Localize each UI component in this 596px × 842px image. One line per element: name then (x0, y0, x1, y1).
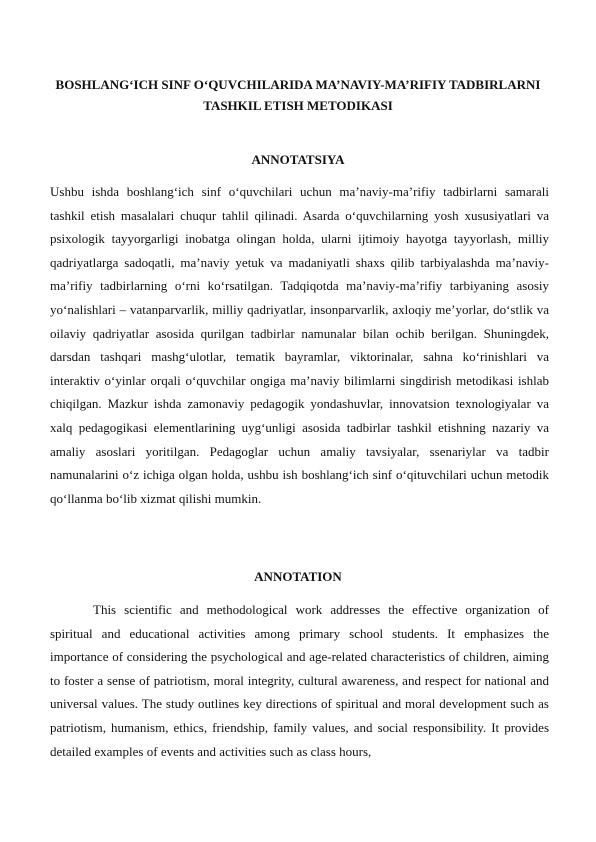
annotation-heading: ANNOTATION (254, 569, 342, 584)
document-title: BOSHLANG‘ICH SINF O‘QUVCHILARIDA MA’NAVIY-MA’RIFIY TADBIRLARNI TASHKIL ETISH METODIKASI (55, 77, 541, 113)
annotatsiya-heading: ANNOTATSIYA (251, 152, 345, 167)
annotation-paragraph: This scientific and methodological work addresses the effective organization of spiritual and educational activities among primary school students. It emphasizes the importance of considering the psychological and age-related characteristics of children, aiming to foster a sense of patriotism, moral integrity, cultural awareness, and respect for national and universal values. The study outlines key directions of spiritual and moral development such as patriotism, humanism, ethics, friendship, family values, and social responsibility. It provides detailed examples of events and activities such as class hours, (50, 602, 549, 759)
annotatsiya-paragraph: Ushbu ishda boshlang‘ich sinf o‘quvchilari uchun ma’naviy-ma’rifiy tadbirlarni samarali tashkil etish masalalari chuqur tahlil qilinadi. Asarda o‘quvchilarning yosh xususiyatlari va psixologik tayyorgarligi inobatga olingan holda, ularni ijtimoiy hayotga tayyorlash, milliy qadriyatlarga sadoqatli, ma’naviy yetuk va madaniyatli shaxs qilib tarbiyalashda ma’naviy-ma’rifiy tadbirlarning o‘rni ko‘rsatilgan. Tadqiqotda ma’naviy-ma’rifiy tarbiyaning asosiy yo‘nalishlari – vatanparvarlik, milliy qadriyatlar, insonparvarlik, axloqiy me’yorlar, do‘stlik va oilaviy qadriyatlar asosida qurilgan tadbirlar namunalar bilan ochib berilgan. Shuningdek, darsdan tashqari mashg‘ulotlar, tematik bayramlar, viktorinalar, sahna ko‘rinishlari va interaktiv o‘yinlar orqali o‘quvchilar ongiga ma’naviy bilimlarni singdirish metodikasi ishlab chiqilgan. Mazkur ishda zamonaviy pedagogik yondashuvlar, innovatsion texnologiyalar va xalq pedagogikasi elementlarining uyg‘unligi asosida tadbirlar tashkil etishning nazariy va amaliy asoslari yoritilgan. Pedagoglar uchun amaliy tavsiyalar, ssenariylar va tadbir namunalarini o‘z ichiga olgan holda, ushbu ish boshlang‘ich sinf o‘qituvchilari uchun metodik qo‘llanma bo‘lib xizmat qilishi mumkin. (50, 184, 549, 506)
